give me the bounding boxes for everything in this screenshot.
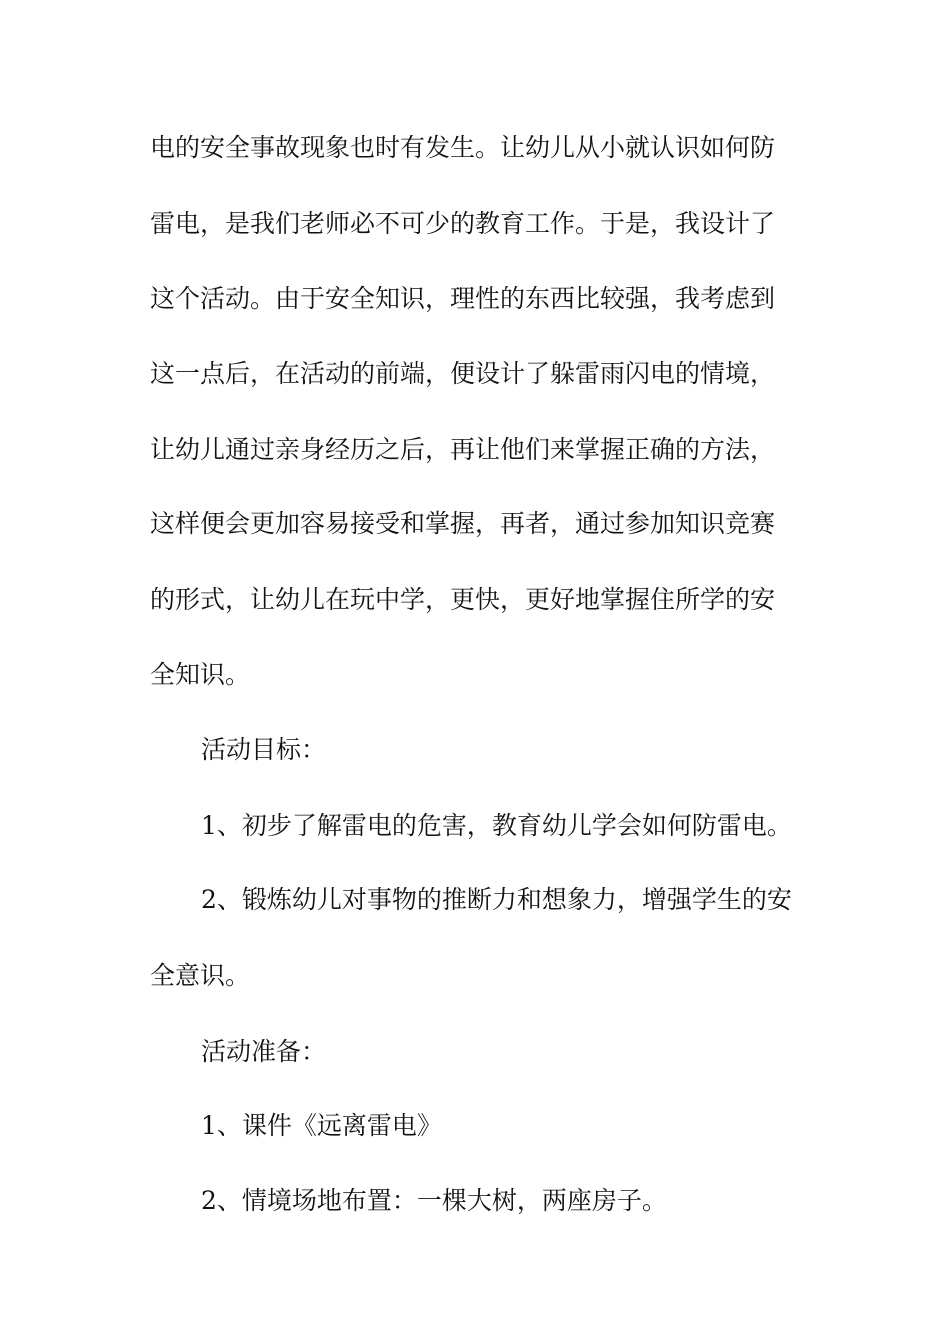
- list-item: 2、锻炼幼儿对事物的推断力和想象力，增强学生的安: [201, 885, 792, 914]
- paragraph-line: 这一点后，在活动的前端，便设计了躲雷雨闪电的情境，: [150, 359, 776, 388]
- paragraph-line: 雷电，是我们老师必不可少的教育工作。于是，我设计了: [150, 209, 776, 238]
- list-item: 2、情境场地布置：一棵大树，两座房子。: [201, 1186, 667, 1215]
- list-item: 1、课件《远离雷电》: [201, 1111, 442, 1140]
- paragraph-line: 这样便会更加容易接受和掌握，再者，通过参加知识竞赛: [150, 509, 776, 538]
- list-item-continuation: 全意识。: [150, 961, 251, 990]
- paragraph-line: 的形式，让幼儿在玩中学，更快，更好地掌握住所学的安: [150, 585, 776, 614]
- paragraph-line: 全知识。: [150, 660, 251, 689]
- paragraph-line: 电的安全事故现象也时有发生。让幼儿从小就认识如何防: [150, 133, 776, 162]
- section-heading-preparation: 活动准备：: [201, 1037, 327, 1066]
- section-heading-goals: 活动目标：: [201, 735, 327, 764]
- paragraph-line: 让幼儿通过亲身经历之后，再让他们来掌握正确的方法，: [150, 435, 776, 464]
- paragraph-line: 这个活动。由于安全知识，理性的东西比较强，我考虑到: [150, 284, 776, 313]
- list-item: 1、初步了解雷电的危害，教育幼儿学会如何防雷电。: [201, 811, 792, 840]
